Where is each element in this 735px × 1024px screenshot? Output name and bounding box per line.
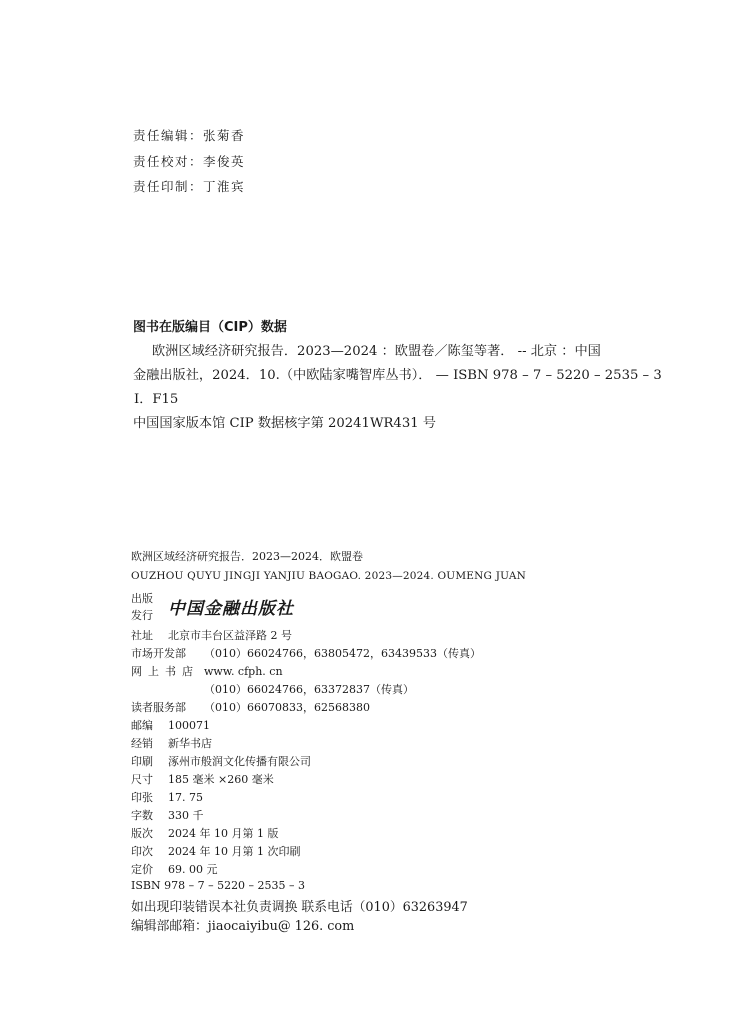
- distributor-row: [131, 735, 212, 751]
- defect-notice: 如出现印装错误本社负责调换 联系电话（010）63263947: [131, 900, 468, 915]
- edition-value: 2024 年 10 月第 1 版: [168, 827, 279, 840]
- edition-row: [131, 825, 278, 841]
- editor-name: 张菊香: [203, 128, 246, 143]
- book-title-pinyin: OUZHOU QUYU JINGJI YANJIU BAOGAO. 2023—2024. OUMENG JUAN: [131, 570, 526, 582]
- cip-line-4: 中国国家版本馆 CIP 数据核字第 20241WR431 号: [133, 416, 436, 431]
- words-label: 字数: [131, 809, 153, 822]
- impression-row: [131, 843, 300, 859]
- proofreader-label: 责任校对：: [133, 154, 204, 169]
- words-row: [131, 807, 204, 823]
- address-value: 北京市丰台区益泽路 2 号: [168, 629, 292, 642]
- printer-row: [131, 753, 311, 769]
- words-value: 330 千: [168, 809, 204, 822]
- book-title-cn: 欧洲区域经济研究报告．2023—2024．欧盟卷: [131, 550, 363, 563]
- postcode-label: 邮编: [131, 719, 153, 732]
- reader-service-value: （010）66070833，62568380: [204, 701, 370, 714]
- print-supervisor-name: 丁淮宾: [203, 179, 246, 194]
- sheets-value: 17. 75: [168, 791, 203, 804]
- reader-service-row: [131, 699, 370, 715]
- address-label: 社址: [131, 629, 153, 642]
- price-label: 定价: [131, 863, 153, 876]
- sheets-row: [131, 789, 203, 805]
- cip-line-1: 欧洲区域经济研究报告．2023—2024 ：欧盟卷／陈玺等著． -- 北京 ：中国: [152, 344, 601, 359]
- editor-label: 责任编辑：: [133, 128, 204, 143]
- print-supervisor-credit: [133, 177, 245, 195]
- reader-service-label: 读者服务部: [131, 701, 186, 714]
- impression-label: 印次: [131, 845, 153, 858]
- publisher-label-2: 发行: [131, 609, 153, 622]
- size-row: [131, 771, 274, 787]
- cip-line-2: 金融出版社，2024．10.（中欧陆家嘴智库丛书）． — ISBN 978 – 7 – 5220 – 2535 – 3: [133, 368, 662, 383]
- publisher-label-1: 出版: [131, 592, 153, 605]
- web-row: [131, 663, 283, 679]
- proofreader-credit: [133, 152, 245, 170]
- isbn: ISBN 978 – 7 – 5220 – 2535 – 3: [131, 879, 306, 892]
- proofreader-name: 李俊英: [203, 154, 246, 169]
- size-value: 185 毫米 ×260 毫米: [168, 773, 274, 786]
- editor-credit: [133, 126, 245, 144]
- print-supervisor-label: 责任印制：: [133, 179, 204, 194]
- editorial-email: 编辑部邮箱：jiaocaiyibu@ 126. com: [131, 919, 355, 934]
- edition-label: 版次: [131, 827, 153, 840]
- marketing-value: （010）66024766，63805472，63439533（传真）: [204, 647, 481, 660]
- marketing-row: [131, 645, 481, 661]
- price-row: [131, 861, 217, 877]
- postcode-row: [131, 717, 210, 733]
- web-value: www. cfph. cn: [204, 665, 283, 678]
- impression-value: 2024 年 10 月第 1 次印刷: [168, 845, 301, 858]
- cip-heading: 图书在版编目（CIP）数据: [133, 320, 287, 335]
- web-label: 网上书店: [131, 665, 199, 678]
- postcode-value: 100071: [168, 719, 210, 732]
- size-label: 尺寸: [131, 773, 153, 786]
- printer-value: 涿州市般润文化传播有限公司: [168, 755, 311, 768]
- price-value: 69. 00 元: [168, 863, 218, 876]
- marketing-label: 市场开发部: [131, 647, 186, 660]
- cip-line-3: Ⅰ．F15: [134, 392, 179, 407]
- distributor-value: 新华书店: [168, 737, 212, 750]
- sheets-label: 印张: [131, 791, 153, 804]
- publisher-logo: 中国金融出版社: [168, 599, 294, 619]
- web-phone: （010）66024766，63372837（传真）: [204, 683, 414, 696]
- distributor-label: 经销: [131, 737, 153, 750]
- printer-label: 印刷: [131, 755, 153, 768]
- address-row: [131, 627, 292, 643]
